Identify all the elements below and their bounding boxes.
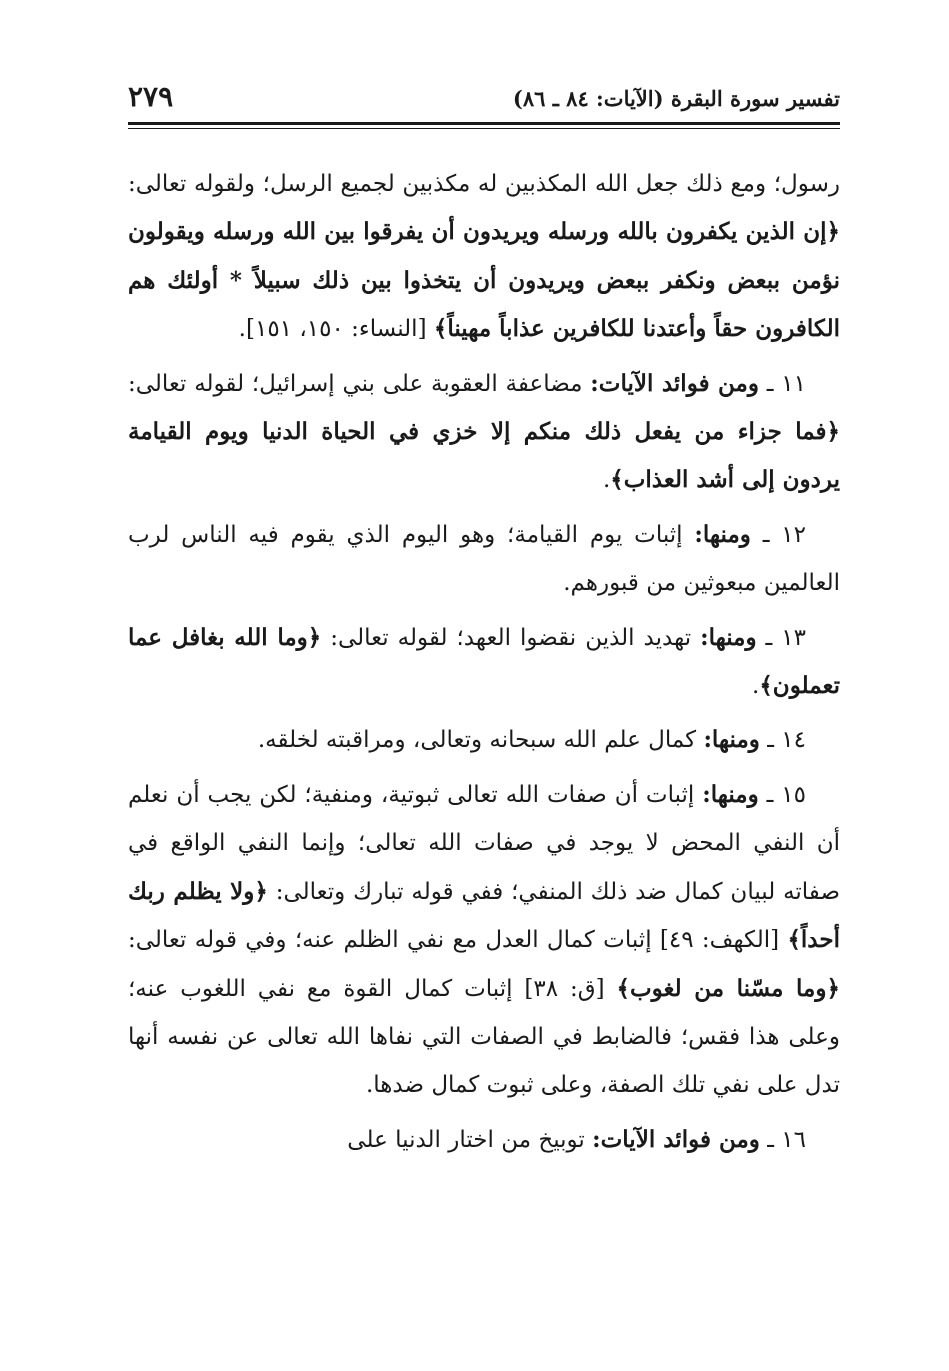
bold-text-segment: ومنها: xyxy=(702,780,759,808)
text-segment: . xyxy=(602,467,611,494)
bold-text-segment: ﴿فما جزاء من يفعل ذلك منكم إلا خزي في الحياة الدنيا ويوم القيامة يردون إلى أشد العذاب﴾ xyxy=(128,418,840,494)
text-segment: ١٥ ـ xyxy=(758,781,806,808)
text-segment: ١١ ـ xyxy=(758,370,806,397)
paragraph xyxy=(128,160,840,354)
bold-text-segment: ﴿وما مسّنا من لغوب﴾ xyxy=(616,974,840,1002)
body-text xyxy=(128,160,840,1170)
paragraph xyxy=(128,771,840,1110)
text-segment: ١٤ ـ xyxy=(759,727,806,754)
text-segment: إثبات يوم القيامة؛ وهو اليوم الذي يقوم فيه الناس لرب العالمين مبعوثين من قبورهم. xyxy=(128,521,840,597)
bold-text-segment: ﴿إن الذين يكفرون بالله ورسله ويريدون أن يفرقوا بين الله ورسله ويقولون نؤمن ببعض ونكفر ببعض ويريدون أن يتخذوا بين ذلك سبيلاً * أولئك هم الكافرون حقاً وأعتدنا للكافرين عذاباً مهيناً﴾ xyxy=(128,218,840,343)
bold-text-segment: ومنها: xyxy=(703,726,760,754)
text-segment: كمال علم الله سبحانه وتعالى، ومراقبته لخلقه. xyxy=(257,727,704,754)
text-segment: تهديد الذين نقضوا العهد؛ لقوله تعالى: xyxy=(321,624,701,651)
bold-text-segment: ومن فوائد الآيات: xyxy=(590,369,759,397)
text-segment: ١٦ ـ xyxy=(759,1126,806,1153)
text-segment: [النساء: ١٥٠، ١٥١]. xyxy=(238,316,434,343)
text-segment: ١٣ ـ xyxy=(756,624,806,651)
bold-text-segment: ومن فوائد الآيات: xyxy=(592,1125,760,1153)
text-segment: [ق: ٣٨] إثبات كمال القوة مع نفي اللغوب عنه؛ وعلى هذا فقس؛ فالضابط في الصفات التي نفاها الله تعالى عن نفسه أنها تدل على نفي تلك الصفة، وعلى ثبوت كمال ضدها. xyxy=(128,975,840,1099)
text-segment: . xyxy=(752,673,760,700)
page-number: ٢٧٩ xyxy=(128,80,174,113)
text-segment: ١٢ ـ xyxy=(750,521,806,548)
paragraph xyxy=(128,716,840,764)
page-header xyxy=(128,78,840,122)
text-segment: [الكهف: ٤٩] إثبات كمال العدل مع نفي الظلم عنه؛ وفي قوله تعالى: xyxy=(128,927,788,954)
bold-text-segment: ﴿وما الله بغافل عما تعملون﴾ xyxy=(128,623,840,700)
text-segment: رسول؛ ومع ذلك جعل الله المكذبين له مكذبين لجميع الرسل؛ ولقوله تعالى: xyxy=(128,171,840,197)
text-segment: إثبات أن صفات الله تعالى ثبوتية، ومنفية؛ لكن يجب أن نعلم أن النفي المحض لا يوجد في صفات الله تعالى؛ وإنما النفي الواقع في صفاته لبيان كمال ضد ذلك المنفي؛ ففي قوله تبارك وتعالى: xyxy=(128,781,840,905)
paragraph xyxy=(128,360,840,505)
paragraph xyxy=(128,511,840,608)
header-rule-thick xyxy=(128,122,840,125)
text-segment: توبيخ من اختار الدنيا على xyxy=(347,1126,593,1153)
header-rule-thin xyxy=(128,128,840,129)
bold-text-segment: ومنها: xyxy=(700,623,757,651)
running-title: تفسير سورة البقرة (الآيات: ٨٤ ـ ٨٦) xyxy=(512,86,840,111)
text-segment: مضاعفة العقوبة على بني إسرائيل؛ لقوله تعالى: xyxy=(128,370,591,397)
bold-text-segment: ﴿ولا يظلم ربك أحداً﴾ xyxy=(128,877,840,954)
paragraph xyxy=(128,1116,840,1164)
paragraph xyxy=(128,614,840,711)
bold-text-segment: ومنها: xyxy=(694,520,751,548)
